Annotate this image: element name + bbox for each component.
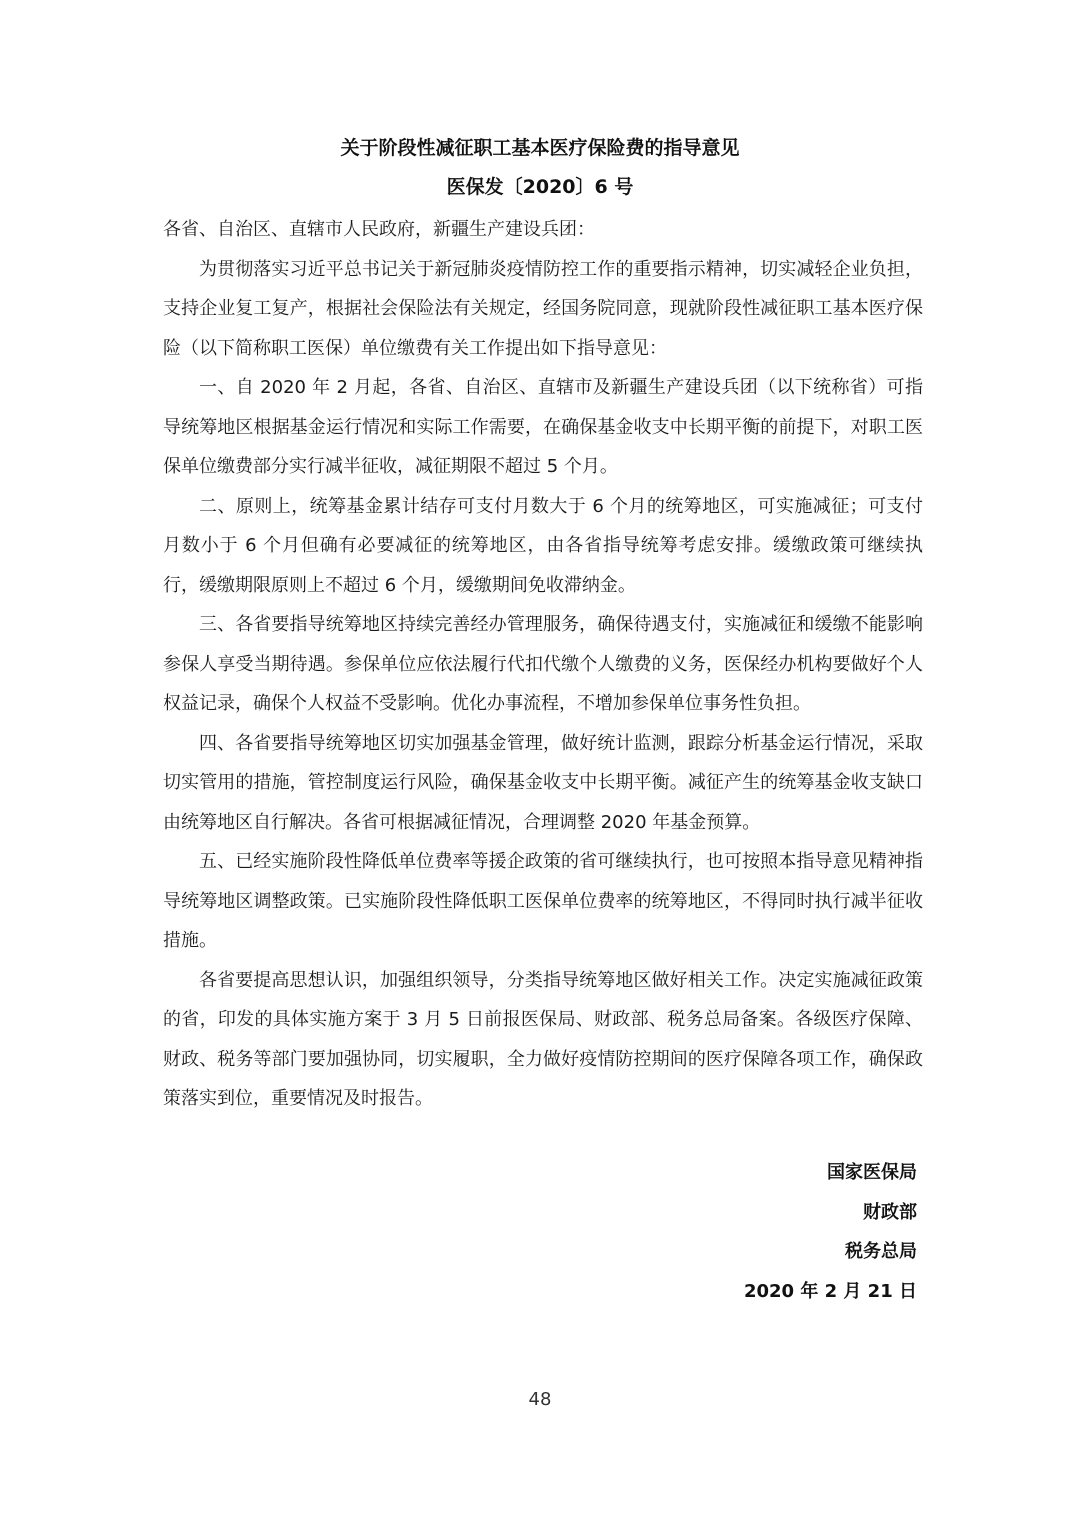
paragraph-item-2: 二、原则上，统筹基金累计结存可支付月数大于 6 个月的统筹地区，可实施减征；可支付月数小于 6 个月但确有必要减征的统筹地区，由各省指导统筹考虑安排。缓缴政策可继续执行，缓缴期限原则上不超过 6 个月，缓缴期间免收滞纳金。 bbox=[163, 495, 923, 596]
paragraph-item-4: 四、各省要指导统筹地区切实加强基金管理，做好统计监测，跟踪分析基金运行情况，采取切实管用的措施，管控制度运行风险，确保基金收支中长期平衡。减征产生的统筹基金收支缺口由统筹地区自行解决。各省可根据减征情况，合理调整 2020 年基金预算。 bbox=[163, 732, 923, 833]
paragraph-item-5: 五、已经实施阶段性降低单位费率等援企政策的省可继续执行，也可按照本指导意见精神指导统筹地区调整政策。已实施阶段性降低职工医保单位费率的统筹地区，不得同时执行减半征收措施。 bbox=[163, 851, 923, 951]
signatory-taxation: 税务总局 bbox=[845, 1241, 917, 1262]
paragraph-item-3: 三、各省要指导统筹地区持续完善经办管理服务，确保待遇支付，实施减征和缓缴不能影响参保人享受当期待遇。参保单位应依法履行代扣代缴个人缴费的义务，医保经办机构要做好个人权益记录，确保个人权益不受影响。优化办事流程，不增加参保单位事务性负担。 bbox=[163, 614, 923, 714]
signature-block bbox=[517, 1153, 917, 1311]
document-title: 关于阶段性减征职工基本医疗保险费的指导意见 bbox=[340, 137, 740, 159]
paragraph-intro: 为贯彻落实习近平总书记关于新冠肺炎疫情防控工作的重要指示精神，切实减轻企业负担，支持企业复工复产，根据社会保险法有关规定，经国务院同意，现就阶段性减征职工基本医疗保险（以下简称职工医保）单位缴费有关工作提出如下指导意见： bbox=[163, 258, 923, 359]
signatory-healthcare-security: 国家医保局 bbox=[827, 1162, 917, 1183]
document-number: 医保发〔2020〕6 号 bbox=[446, 176, 634, 198]
document-date: 2020 年 2 月 21 日 bbox=[743, 1280, 917, 1302]
document-body bbox=[163, 210, 923, 1119]
paragraph-closing: 各省要提高思想认识，加强组织领导，分类指导统筹地区做好相关工作。决定实施减征政策的省，印发的具体实施方案于 3 月 5 日前报医保局、财政部、税务总局备案。各级医疗保障、财政、税务等部门要加强协同，切实履职，全力做好疫情防控期间的医疗保障各项工作，确保政策落实到位，重要情况及时报告。 bbox=[163, 969, 923, 1109]
signatory-finance: 财政部 bbox=[863, 1201, 917, 1223]
page-number: 48 bbox=[528, 1389, 552, 1410]
salutation: 各省、自治区、直辖市人民政府，新疆生产建设兵团： bbox=[163, 219, 595, 240]
paragraph-item-1: 一、自 2020 年 2 月起，各省、自治区、直辖市及新疆生产建设兵团（以下统称省）可指导统筹地区根据基金运行情况和实际工作需要，在确保基金收支中长期平衡的前提下，对职工医保单位缴费部分实行减半征收，减征期限不超过 5 个月。 bbox=[163, 377, 923, 477]
